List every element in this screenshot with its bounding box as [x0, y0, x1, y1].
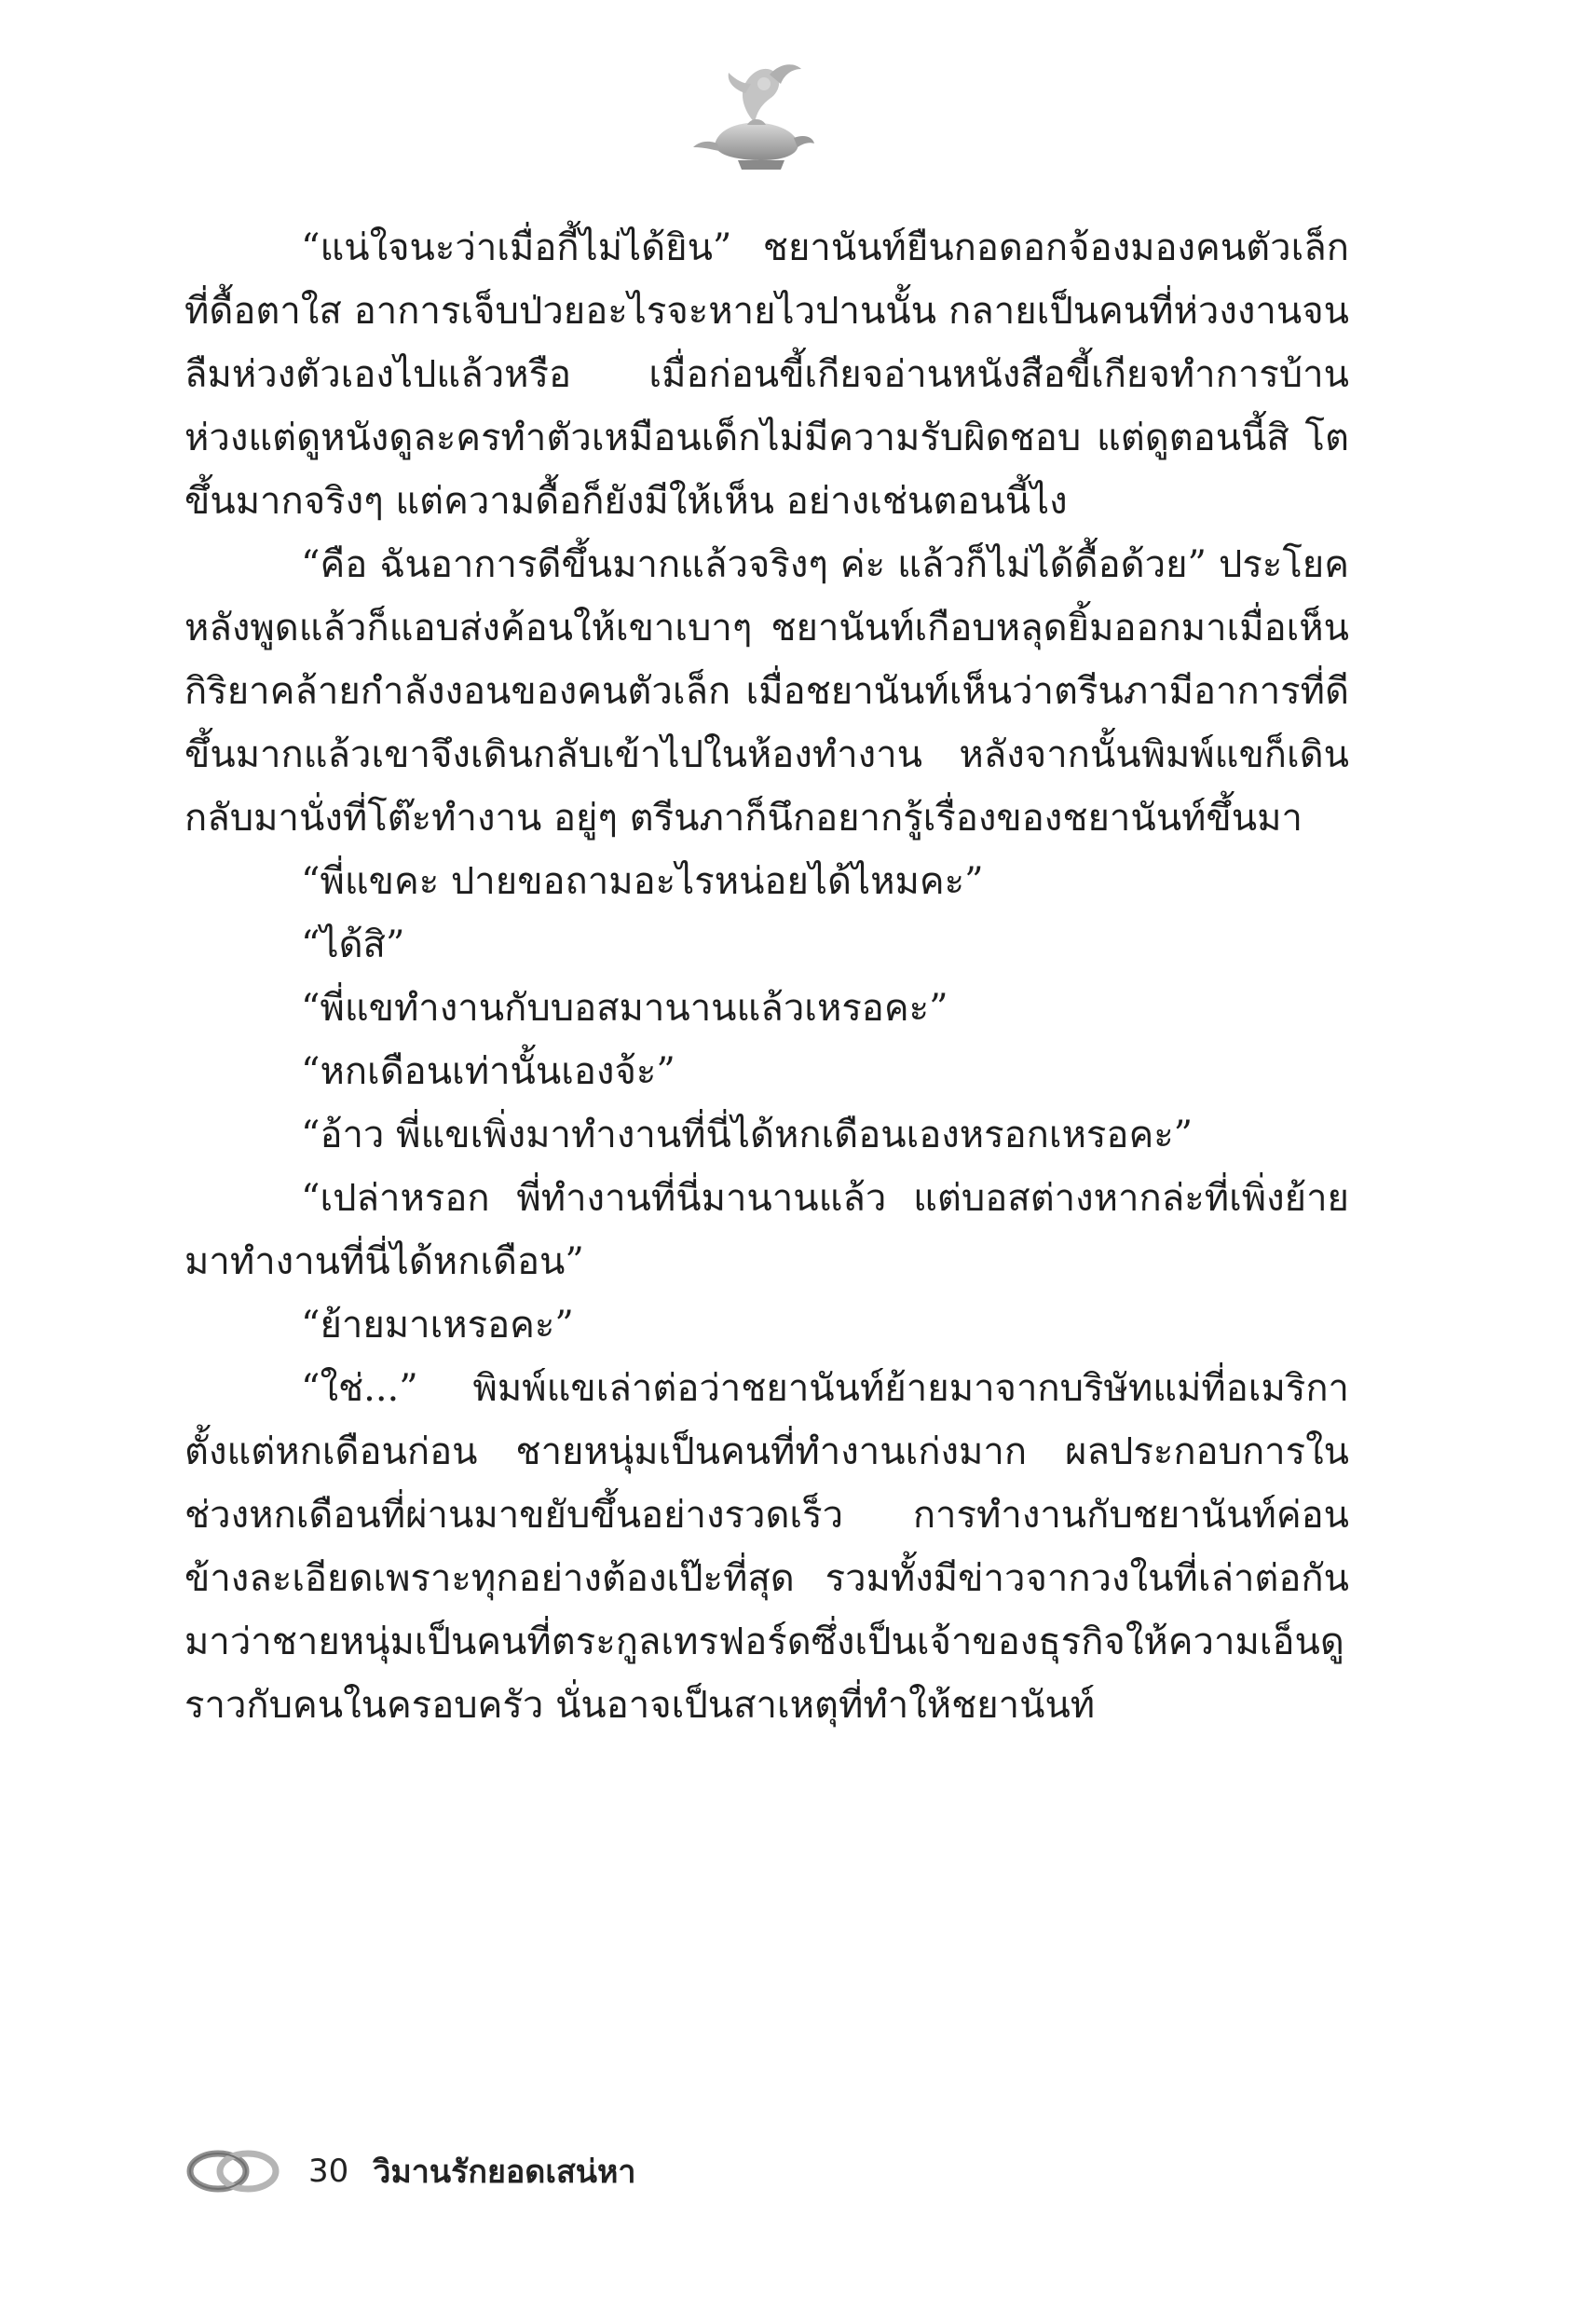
- paragraph: “พี่แขคะ ปายขอถามอะไรหน่อยได้ไหมคะ”: [301, 860, 984, 903]
- genie-lamp-icon: [689, 56, 820, 177]
- rings-icon: [184, 2146, 282, 2196]
- paragraph: “แน่ใจนะว่าเมื่อกี้ไม่ได้ยิน” ชยานันท์ยืนกอดอกจ้องมองคนตัวเล็กที่ดื้อตาใส อาการเจ็บป่วยอะไรจะหายไวปานนั้น กลายเป็นคนที่ห่วงงานจนลืมห่วงตัวเองไปแล้วหรือ เมื่อก่อนขี้เกียจอ่านหนังสือขี้เกียจทำการบ้าน ห่วงแต่ดูหนังดูละครทำตัวเหมือนเด็กไม่มีความรับผิดชอบ แต่ดูตอนนี้สิ โตขึ้นมากจริงๆ แต่ความดื้อก็ยังมีให้เห็น อย่างเช่นตอนนี้ไง: [184, 226, 1349, 523]
- paragraph: “พี่แขทำงานกับบอสมานานแล้วเหรอคะ”: [301, 987, 948, 1030]
- paragraph: “คือ ฉันอาการดีขึ้นมากแล้วจริงๆ ค่ะ แล้วก็ไม่ได้ดื้อด้วย” ประโยคหลังพูดแล้วก็แอบส่งค้อนให้เขาเบาๆ ชยานันท์เกือบหลุดยิ้มออกมาเมื่อเห็นกิริยาคล้ายกำลังงอนของคนตัวเล็ก เมื่อชยานันท์เห็นว่าตรีนภามีอาการที่ดีขึ้นมากแล้วเขาจึงเดินกลับเข้าไปในห้องทำงาน หลังจากนั้นพิมพ์แขก็เดินกลับมานั่งที่โต๊ะทำงาน อยู่ๆ ตรีนภาก็นึกอยากรู้เรื่องของชยานันท์ขึ้นมา: [184, 543, 1349, 840]
- paragraph: “เปล่าหรอก พี่ทำงานที่นี่มานานแล้ว แต่บอสต่างหากล่ะที่เพิ่งย้ายมาทำงานที่นี่ได้หกเดือน”: [184, 1177, 1349, 1283]
- paragraph: “ใช่...” พิมพ์แขเล่าต่อว่าชยานันท์ย้ายมาจากบริษัทแม่ที่อเมริกาตั้งแต่หกเดือนก่อน ชายหนุ่มเป็นคนที่ทำงานเก่งมาก ผลประกอบการในช่วงหกเดือนที่ผ่านมาขยับขึ้นอย่างรวดเร็ว การทำงานกับชยานันท์ค่อนข้างละเอียดเพราะทุกอย่างต้องเป๊ะที่สุด รวมทั้งมีข่าวจากวงในที่เล่าต่อกันมาว่าชายหนุ่มเป็นคนที่ตระกูลเทรฟอร์ดซึ่งเป็นเจ้าของธุรกิจให้ความเอ็นดูราวกับคนในครอบครัว นั่นอาจเป็นสาเหตุที่ทำให้ชยานันท์: [184, 1367, 1349, 1727]
- page-footer: [184, 2143, 636, 2199]
- body-text: [184, 216, 1349, 1737]
- page-number: 30: [308, 2153, 349, 2190]
- paragraph: “ได้สิ”: [301, 923, 405, 966]
- paragraph: “ย้ายมาเหรอคะ”: [301, 1304, 574, 1347]
- paragraph: “หกเดือนเท่านั้นเองจ้ะ”: [301, 1050, 675, 1093]
- paragraph: “อ้าว พี่แขเพิ่งมาทำงานที่นี่ได้หกเดือนเองหรอกเหรอคะ”: [301, 1114, 1194, 1156]
- book-title: วิมานรักยอดเสน่หา: [373, 2154, 636, 2191]
